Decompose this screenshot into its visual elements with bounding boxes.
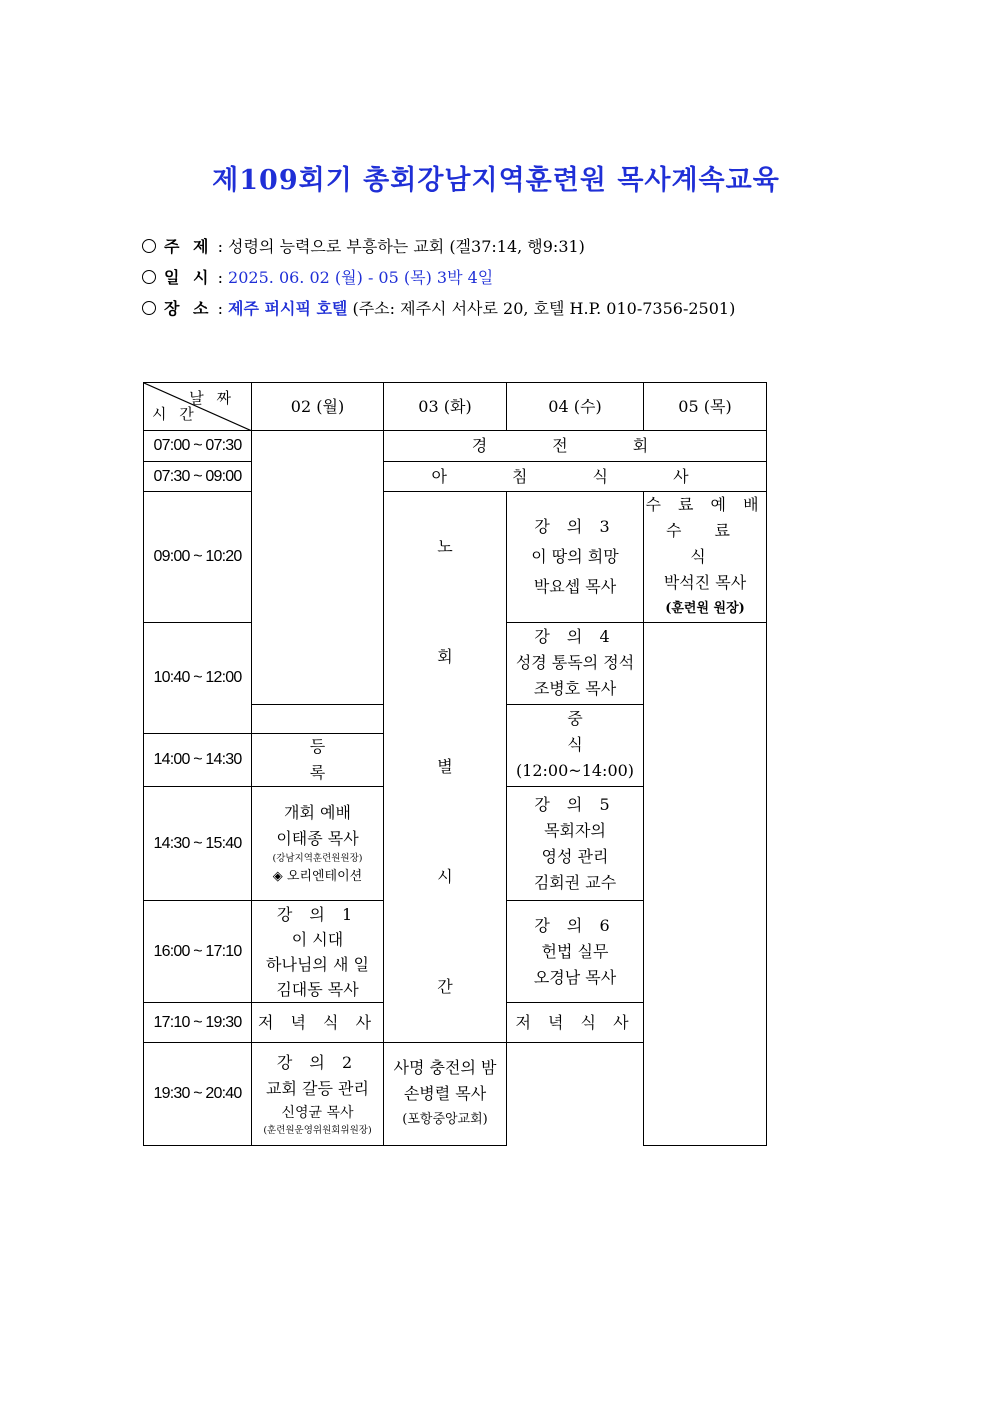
lecture-topic: 목회자의 [544,820,606,840]
closing-ceremony: 수 료 식 [666,521,744,566]
wed-dinner-cell: 저 녁 식 사 [507,1003,644,1043]
mission-night-cell [384,1043,507,1146]
lecturer-name: 신영균 목사 [281,1105,354,1121]
schedule-table [143,382,767,1146]
orientation-label: ◈ 오리엔테이션 [272,868,363,884]
lecturer-role: (훈련원운영위원회위원장) [263,1125,372,1136]
opening-worship: 개회 예배 [284,802,351,822]
lecturer-name: 박요셉 목사 [533,577,617,596]
circle-bullet-icon [142,239,156,253]
register-cell: 등 록 [252,734,384,787]
opening-speaker: 이태종 목사 [276,828,359,848]
time-cell: 07:00 ~ 07:30 [144,431,252,462]
lecture-topic: 헌법 실무 [541,941,609,961]
lecturer-name: 김대동 목사 [276,979,359,999]
mon-empty-cell [252,431,384,705]
corner-date-label: 날 짜 [189,389,235,407]
circle-bullet-icon [142,270,156,284]
lecture4-cell [507,623,644,705]
time-cell: 09:00 ~ 10:20 [144,492,252,623]
lecture-topic: 이 시대 [291,929,344,949]
devotion-cell: 경 전 회 [384,431,767,462]
circle-bullet-icon [142,301,156,315]
lecture-topic: 성경 통독의 정석 [515,653,635,673]
time-cell: 07:30 ~ 09:00 [144,462,252,492]
lecture6-cell [507,901,644,1003]
day-header: 04 (수) [507,383,644,431]
closing-worship: 수 료 예 배 [645,495,765,514]
theme-value: 성령의 능력으로 부흥하는 교회 (겔37:14, 행9:31) [228,237,585,256]
opening-speaker-role: (강남지역훈련원원장) [272,852,363,864]
table-row [144,462,767,492]
lunch-label: 중 식 [567,709,611,755]
opening-cell [252,787,384,901]
date-label: 일 시 [164,268,213,287]
time-cell: 14:00 ~ 14:30 [144,734,252,787]
lecture-topic: 영성 관리 [541,846,609,866]
time-cell: 19:30 ~ 20:40 [144,1043,252,1146]
lecturer-name: 조병호 목사 [533,679,617,699]
header-row [144,383,767,431]
lecturer-name: 김회권 교수 [533,872,617,892]
time-cell: 16:00 ~ 17:10 [144,901,252,1003]
date-line: 일 시 : 2025. 06. 02 (월) - 05 (목) 3박 4일 [142,265,493,288]
day-header: 02 (월) [252,383,384,431]
lecture3-cell [507,492,644,623]
mon-dinner-cell: 저 녁 식 사 [252,1003,384,1043]
time-cell: 14:30 ~ 15:40 [144,787,252,901]
theme-line: 주 제 : 성령의 능력으로 부흥하는 교회 (겔37:14, 행9:31) [142,234,585,257]
free-time-char: 별 [437,757,453,776]
lecture-title: 강 의 2 [276,1053,359,1072]
lecture-topic: 사명 충전의 밤 [393,1058,497,1077]
time-cell: 10:40 ~ 12:00 [144,623,252,734]
lecturer-name: 오경남 목사 [533,967,617,987]
closing-speaker: 박석진 목사 [663,573,747,592]
thu-empty-cell [644,623,767,1146]
place-line: 장 소 : 제주 퍼시픽 호텔 (주소: 제주시 서사로 20, 호텔 H.P. 010-7356-2501) [142,296,735,319]
corner-cell [144,383,252,431]
lecture2-cell [252,1043,384,1146]
time-cell: 17:10 ~ 19:30 [144,1003,252,1043]
lecture-topic: 이 땅의 희망 [531,547,619,566]
closing-speaker-role: (훈련원 원장) [665,601,745,616]
corner-time-label: 시 간 [152,405,198,423]
closing-cell [644,492,767,623]
mon-empty-cell [252,704,384,734]
date-value: 2025. 06. 02 (월) - 05 (목) 3박 4일 [228,268,494,287]
lecture-title: 강 의 6 [534,915,616,935]
lecture-topic: 교회 갈등 관리 [266,1079,369,1098]
lecture-title: 강 의 3 [534,517,616,536]
lecture-title: 강 의 4 [534,627,616,647]
lunch-cell [507,704,644,787]
breakfast-cell: 아 침 식 사 [384,462,767,492]
free-time-char: 시 [437,867,453,886]
place-name: 제주 퍼시픽 호텔 [228,299,348,318]
table-row [144,492,767,623]
lecture-title: 강 의 5 [534,794,616,814]
page-title: 제109회기 총회강남지역훈련원 목사계속교육 [212,165,780,196]
table-row [144,431,767,462]
lecture5-cell [507,787,644,901]
lecture1-cell [252,901,384,1003]
lecture-title: 강 의 1 [276,904,359,924]
free-time-char: 간 [437,977,453,996]
lecturer-name: 손병렬 목사 [403,1084,487,1103]
lunch-time: (12:00~14:00) [515,761,635,781]
day-header: 03 (화) [384,383,507,431]
free-time-cell [384,492,507,1043]
theme-label: 주 제 [164,237,213,256]
place-label: 장 소 [164,299,213,318]
day-header: 05 (목) [644,383,767,431]
free-time-char: 회 [437,647,453,666]
lecturer-church: (포항중앙교회) [402,1112,488,1127]
free-time-char: 노 [437,537,453,556]
lecture-topic: 하나님의 새 일 [266,954,369,974]
place-detail: (주소: 제주시 서사로 20, 호텔 H.P. 010-7356-2501) [352,299,736,318]
